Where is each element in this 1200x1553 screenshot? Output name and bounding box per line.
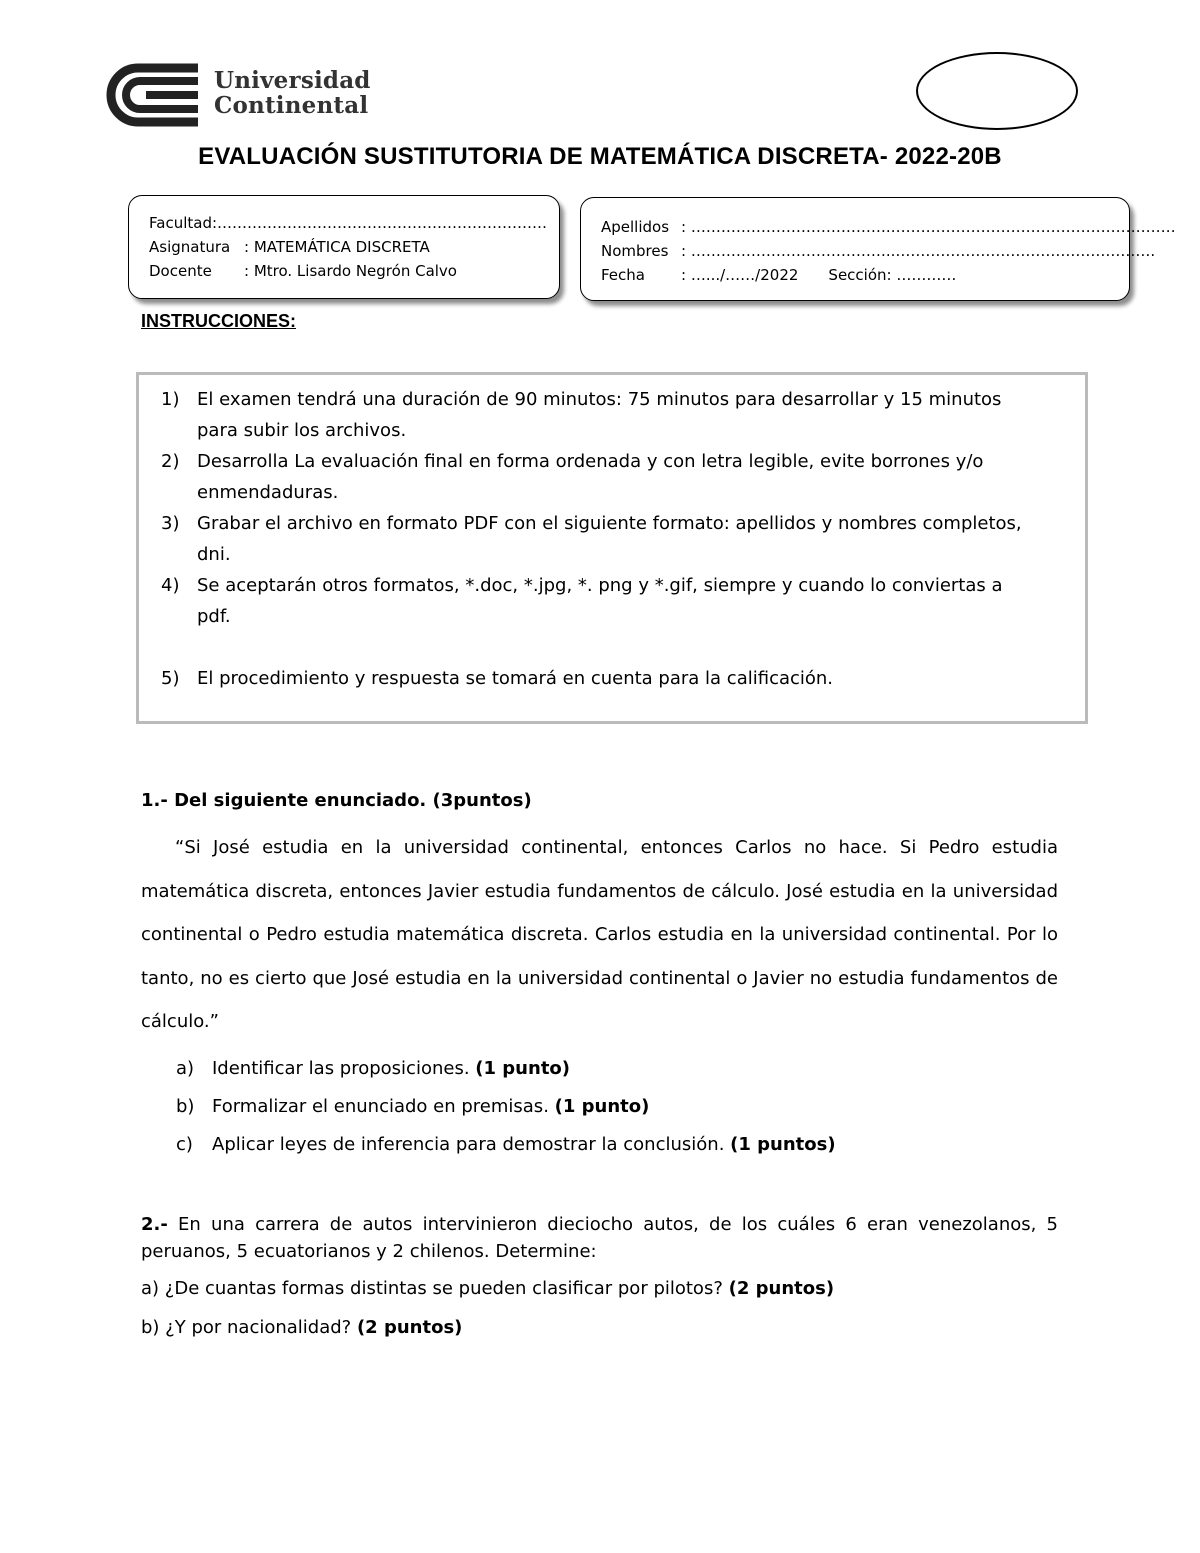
student-info-box: [580, 197, 1176, 301]
item-text: Identificar las proposiciones.: [212, 1058, 476, 1079]
question-2-line-2: peruanos, 5 ecuatorianos y 2 chilenos. Determine:: [141, 1241, 597, 1262]
instruction-line: Se aceptarán otros formatos, *.doc, *.jpg, *. png y *.gif, siempre y cuando lo conviertas a: [197, 575, 1003, 596]
docente-value: : Mtro. Lisardo Negrón Calvo: [244, 262, 457, 280]
nombres-field[interactable]: : …………………………………..…………………………………………….: [681, 242, 1156, 260]
fecha-label: Fecha: [601, 266, 645, 284]
question-1-item-c: [176, 1134, 836, 1155]
item-points: (1 punto): [475, 1058, 571, 1079]
item-label: c): [176, 1134, 193, 1155]
instructions-heading: INSTRUCCIONES:: [141, 311, 297, 331]
fecha-row: [601, 264, 956, 287]
logo-line-2: Continental: [214, 92, 369, 119]
instruction-line: para subir los archivos.: [197, 420, 407, 441]
question-1-heading: 1.- Del siguiente enunciado. (3puntos): [141, 790, 532, 811]
item-text: b) ¿Y por nacionalidad?: [141, 1317, 357, 1338]
docente-label: Docente: [149, 262, 212, 280]
item-label: b): [176, 1096, 195, 1117]
seccion-field[interactable]: Sección: …………: [828, 266, 957, 284]
apellidos-row: [601, 216, 1176, 239]
logo-line-1: Universidad: [214, 67, 371, 94]
course-info-box: [128, 195, 560, 299]
continental-c-logo-icon: [100, 62, 204, 128]
facultad-row: [149, 212, 547, 235]
asignatura-label: Asignatura: [149, 238, 231, 256]
item-text: a) ¿De cuantas formas distintas se pueden clasificar por pilotos?: [141, 1278, 729, 1299]
instruction-number: 3): [161, 513, 180, 534]
instruction-line: Grabar el archivo en formato PDF con el siguiente formato: apellidos y nombres completos,: [197, 513, 1022, 534]
item-label: a): [176, 1058, 195, 1079]
asignatura-value: : MATEMÁTICA DISCRETA: [244, 238, 430, 256]
grade-oval: [916, 52, 1078, 130]
item-points: (1 puntos): [730, 1134, 836, 1155]
item-points: (1 punto): [554, 1096, 650, 1117]
exam-title: EVALUACIÓN SUSTITUTORIA DE MATEMÁTICA DISCRETA- 2022-20B: [198, 143, 1002, 170]
item-points: (2 puntos): [728, 1278, 835, 1299]
docente-row: [149, 260, 457, 283]
instruction-number: 1): [161, 389, 180, 410]
item-text: Aplicar leyes de inferencia para demostrar la conclusión.: [212, 1134, 731, 1155]
university-logo: [100, 62, 370, 130]
item-text: Formalizar el enunciado en premisas.: [212, 1096, 555, 1117]
facultad-label: Facultad:: [149, 214, 218, 232]
instruction-line: El procedimiento y respuesta se tomará en cuenta para la calificación.: [197, 668, 834, 689]
facultad-value: …………………………………………………………: [217, 214, 548, 232]
question-2-number: 2.-: [141, 1214, 168, 1235]
question-2-line-1: En una carrera de autos intervinieron dieciocho autos, de los cuáles 6 eran venezolanos, 5: [167, 1214, 1058, 1235]
instruction-line: enmendaduras.: [197, 482, 339, 503]
instructions-box: [136, 372, 1088, 724]
nombres-label: Nombres: [601, 242, 669, 260]
instruction-line: dni.: [197, 544, 231, 565]
question-2-statement: [141, 1211, 1058, 1265]
apellidos-label: Apellidos: [601, 218, 670, 236]
item-points: (2 puntos): [356, 1317, 463, 1338]
instruction-line: pdf.: [197, 606, 231, 627]
apellidos-field[interactable]: : ………………………………….…………………………………………………: [681, 218, 1176, 236]
nombres-row: [601, 240, 1155, 263]
instruction-line: El examen tendrá una duración de 90 minutos: 75 minutos para desarrollar y 15 minutos: [197, 389, 1002, 410]
question-1-item-a: [176, 1058, 570, 1079]
question-2-item-a: [141, 1278, 834, 1299]
question-1-statement: “Si José estudia en la universidad continental, entonces Carlos no hace. Si Pedro estudia matemática discreta, entonces Javier estudia fundamentos de cálculo. José estudia en la universidad continental o Pedro estudia matemática discreta. Carlos estudia en la universidad continental. Por lo tanto, no es cierto que José estudia en la universidad continental o Javier no estudia fundamentos de cálculo.”: [141, 837, 1058, 1032]
question-2-item-b: [141, 1317, 462, 1338]
instruction-number: 5): [161, 668, 180, 689]
question-1-item-b: [176, 1096, 649, 1117]
instruction-line: Desarrolla La evaluación final en forma ordenada y con letra legible, evite borrones y/o: [197, 451, 984, 472]
fecha-field[interactable]: : ….../……/2022: [681, 266, 799, 284]
instruction-number: 4): [161, 575, 180, 596]
instruction-number: 2): [161, 451, 180, 472]
asignatura-row: [149, 236, 430, 259]
